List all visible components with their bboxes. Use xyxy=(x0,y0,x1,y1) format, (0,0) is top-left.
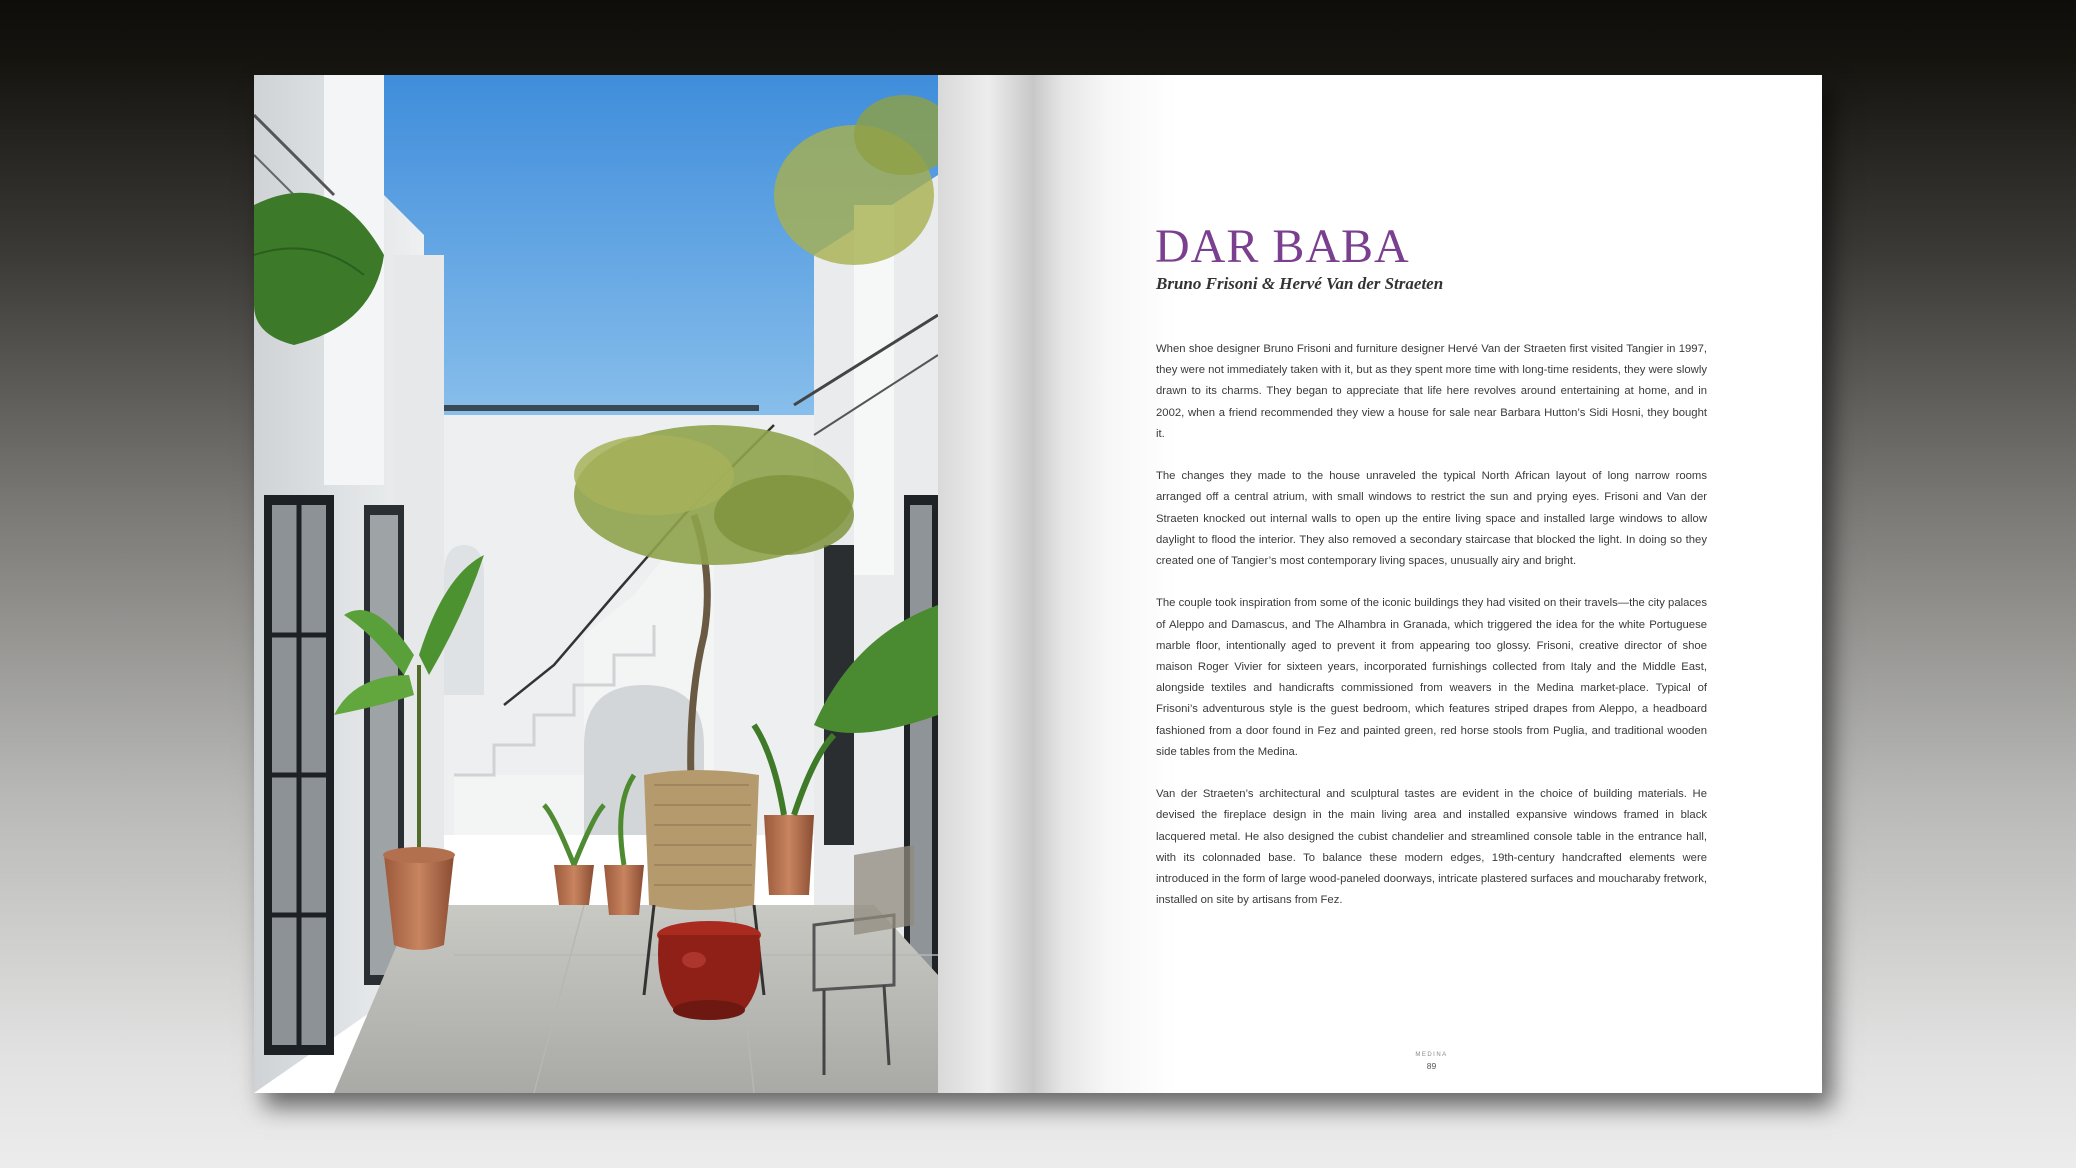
book-spread xyxy=(254,75,1822,1093)
article-body xyxy=(1156,339,1707,933)
page-folio xyxy=(1156,1050,1707,1072)
courtyard-photo xyxy=(254,75,938,1093)
article-subtitle: Bruno Frisoni & Hervé Van der Straeten xyxy=(1156,274,1444,293)
page-number: 89 xyxy=(1426,1061,1437,1071)
article-title: DAR BABA xyxy=(1155,220,1410,273)
paragraph: When shoe designer Bruno Frisoni and furniture designer Hervé Van der Straeten first visited Tangier in 1997, they were not immediately taken with it, but as they spent more time with long-time residents, they were slowly drawn to its charms. They began to appreciate that life here revolves around entertaining at home, and in 2002, when a friend recommended they view a house for sale near Barbara Hutton’s Sidi Hosni, they bought it. xyxy=(1156,343,1707,440)
text-page xyxy=(938,75,1822,1093)
paragraph: The changes they made to the house unraveled the typical North African layout of long narrow rooms arranged off a central atrium, with small windows to restrict the sun and prying eyes. Frisoni and Van der Straeten knocked out internal walls to open up the entire living space and installed large windows to allow daylight to flood the interior. They also removed a secondary staircase that blocked the light. In doing so they created one of Tangier’s most contemporary living spaces, unusually airy and bright. xyxy=(1156,470,1707,568)
paragraph: The couple took inspiration from some of the iconic buildings they had visited on their travels—the city palaces of Aleppo and Damascus, and The Alhambra in Granada, which triggered the idea for the white Portuguese marble floor, intentionally aged to prevent it from appearing too glossy. Frisoni, creative director of shoe maison Roger Vivier for sixteen years, incorporated furnishings collected from Italy and the Middle East, alongside textiles and handicrafts commissioned from weavers in the Medina market-place. Typical of Frisoni’s adventurous style is the guest bedroom, which features striped drapes from Aleppo, a headboard fashioned from a door found in Fez and painted green, red horse stools from Puglia, and traditional wooden side tables from the Medina. xyxy=(1156,597,1707,758)
folio-section: MEDINA xyxy=(1415,1052,1448,1058)
paragraph: Van der Straeten’s architectural and sculptural tastes are evident in the choice of building materials. He devised the fireplace design in the main living area and installed expansive windows framed in black lacquered metal. He also designed the cubist chandelier and streamlined console table in the entrance hall, with its colonnaded base. To balance these modern edges, 19th-century handcrafted elements were introduced in the form of large wood-paneled doorways, intricate plastered surfaces and moucharaby fretwork, installed on site by artisans from Fez. xyxy=(1156,788,1707,907)
